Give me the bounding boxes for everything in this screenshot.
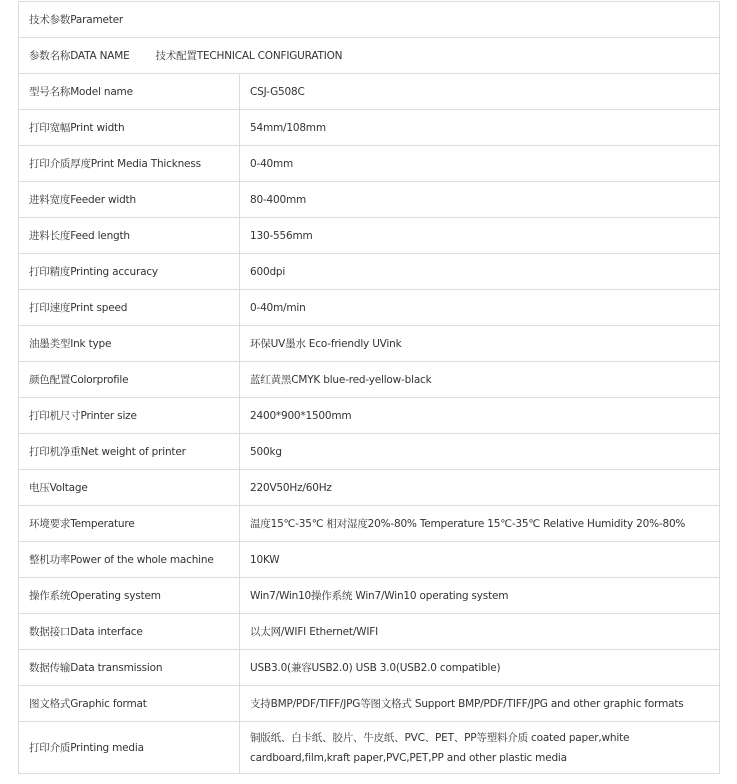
row-label: 打印速度Print speed xyxy=(19,290,240,326)
table-row xyxy=(19,434,720,470)
row-value: 2400*900*1500mm xyxy=(240,398,720,434)
table-row xyxy=(19,110,720,146)
parameter-table xyxy=(18,1,720,774)
row-value: 600dpi xyxy=(240,254,720,290)
row-label: 进料长度Feed length xyxy=(19,218,240,254)
table-header-cell xyxy=(19,38,720,74)
row-label: 打印宽幅Print width xyxy=(19,110,240,146)
table-title: 技术参数Parameter xyxy=(19,2,720,38)
row-label: 整机功率Power of the whole machine xyxy=(19,542,240,578)
row-value: Win7/Win10操作系统 Win7/Win10 operating system xyxy=(240,578,720,614)
row-label: 打印机尺寸Printer size xyxy=(19,398,240,434)
table-row xyxy=(19,182,720,218)
row-value: 0-40mm xyxy=(240,146,720,182)
row-label: 油墨类型Ink type xyxy=(19,326,240,362)
row-label: 图文格式Graphic format xyxy=(19,686,240,722)
row-value: 500kg xyxy=(240,434,720,470)
row-value: CSJ-G508C xyxy=(240,74,720,110)
row-value: 130-556mm xyxy=(240,218,720,254)
row-value: 220V50Hz/60Hz xyxy=(240,470,720,506)
table-row xyxy=(19,614,720,650)
table-row xyxy=(19,74,720,110)
header-param-name: 参数名称DATA NAME xyxy=(29,50,130,62)
row-label: 数据传输Data transmission xyxy=(19,650,240,686)
row-value: 温度15℃-35℃ 相对湿度20%-80% Temperature 15℃-35℃ Relative Humidity 20%-80% xyxy=(240,506,720,542)
row-value: 以太网/WIFI Ethernet/WIFI xyxy=(240,614,720,650)
table-row xyxy=(19,398,720,434)
row-label: 型号名称Model name xyxy=(19,74,240,110)
row-label: 操作系统Operating system xyxy=(19,578,240,614)
table-row xyxy=(19,650,720,686)
row-label: 打印机净重Net weight of printer xyxy=(19,434,240,470)
row-value: 80-400mm xyxy=(240,182,720,218)
row-label: 打印精度Printing accuracy xyxy=(19,254,240,290)
row-value: 铜版纸、白卡纸、胶片、牛皮纸、PVC、PET、PP等塑料介质 coated paper,white cardboard,film,kraft paper,PVC,PET,PP and other plastic media xyxy=(240,722,720,774)
table-row xyxy=(19,542,720,578)
row-label: 打印介质厚度Print Media Thickness xyxy=(19,146,240,182)
row-label: 环境要求Temperature xyxy=(19,506,240,542)
table-row xyxy=(19,290,720,326)
parameter-table-body xyxy=(19,2,720,774)
table-row xyxy=(19,722,720,774)
row-value: 54mm/108mm xyxy=(240,110,720,146)
row-value: 环保UV墨水 Eco-friendly UVink xyxy=(240,326,720,362)
row-label: 电压Voltage xyxy=(19,470,240,506)
table-row xyxy=(19,146,720,182)
row-label: 打印介质Printing media xyxy=(19,722,240,774)
row-value: 10KW xyxy=(240,542,720,578)
row-label: 进料宽度Feeder width xyxy=(19,182,240,218)
row-label: 数据接口Data interface xyxy=(19,614,240,650)
table-row xyxy=(19,218,720,254)
row-value: 蓝红黄黑CMYK blue-red-yellow-black xyxy=(240,362,720,398)
table-row xyxy=(19,506,720,542)
table-row xyxy=(19,362,720,398)
table-header-row xyxy=(19,38,720,74)
row-value: 支持BMP/PDF/TIFF/JPG等图文格式 Support BMP/PDF/TIFF/JPG and other graphic formats xyxy=(240,686,720,722)
table-row xyxy=(19,254,720,290)
table-title-row xyxy=(19,2,720,38)
table-row xyxy=(19,578,720,614)
table-row xyxy=(19,686,720,722)
table-row xyxy=(19,326,720,362)
table-row xyxy=(19,470,720,506)
row-label: 颜色配置Colorprofile xyxy=(19,362,240,398)
row-value: 0-40m/min xyxy=(240,290,720,326)
row-value: USB3.0(兼容USB2.0) USB 3.0(USB2.0 compatible) xyxy=(240,650,720,686)
header-tech-config: 技术配置TECHNICAL CONFIGURATION xyxy=(155,50,343,62)
